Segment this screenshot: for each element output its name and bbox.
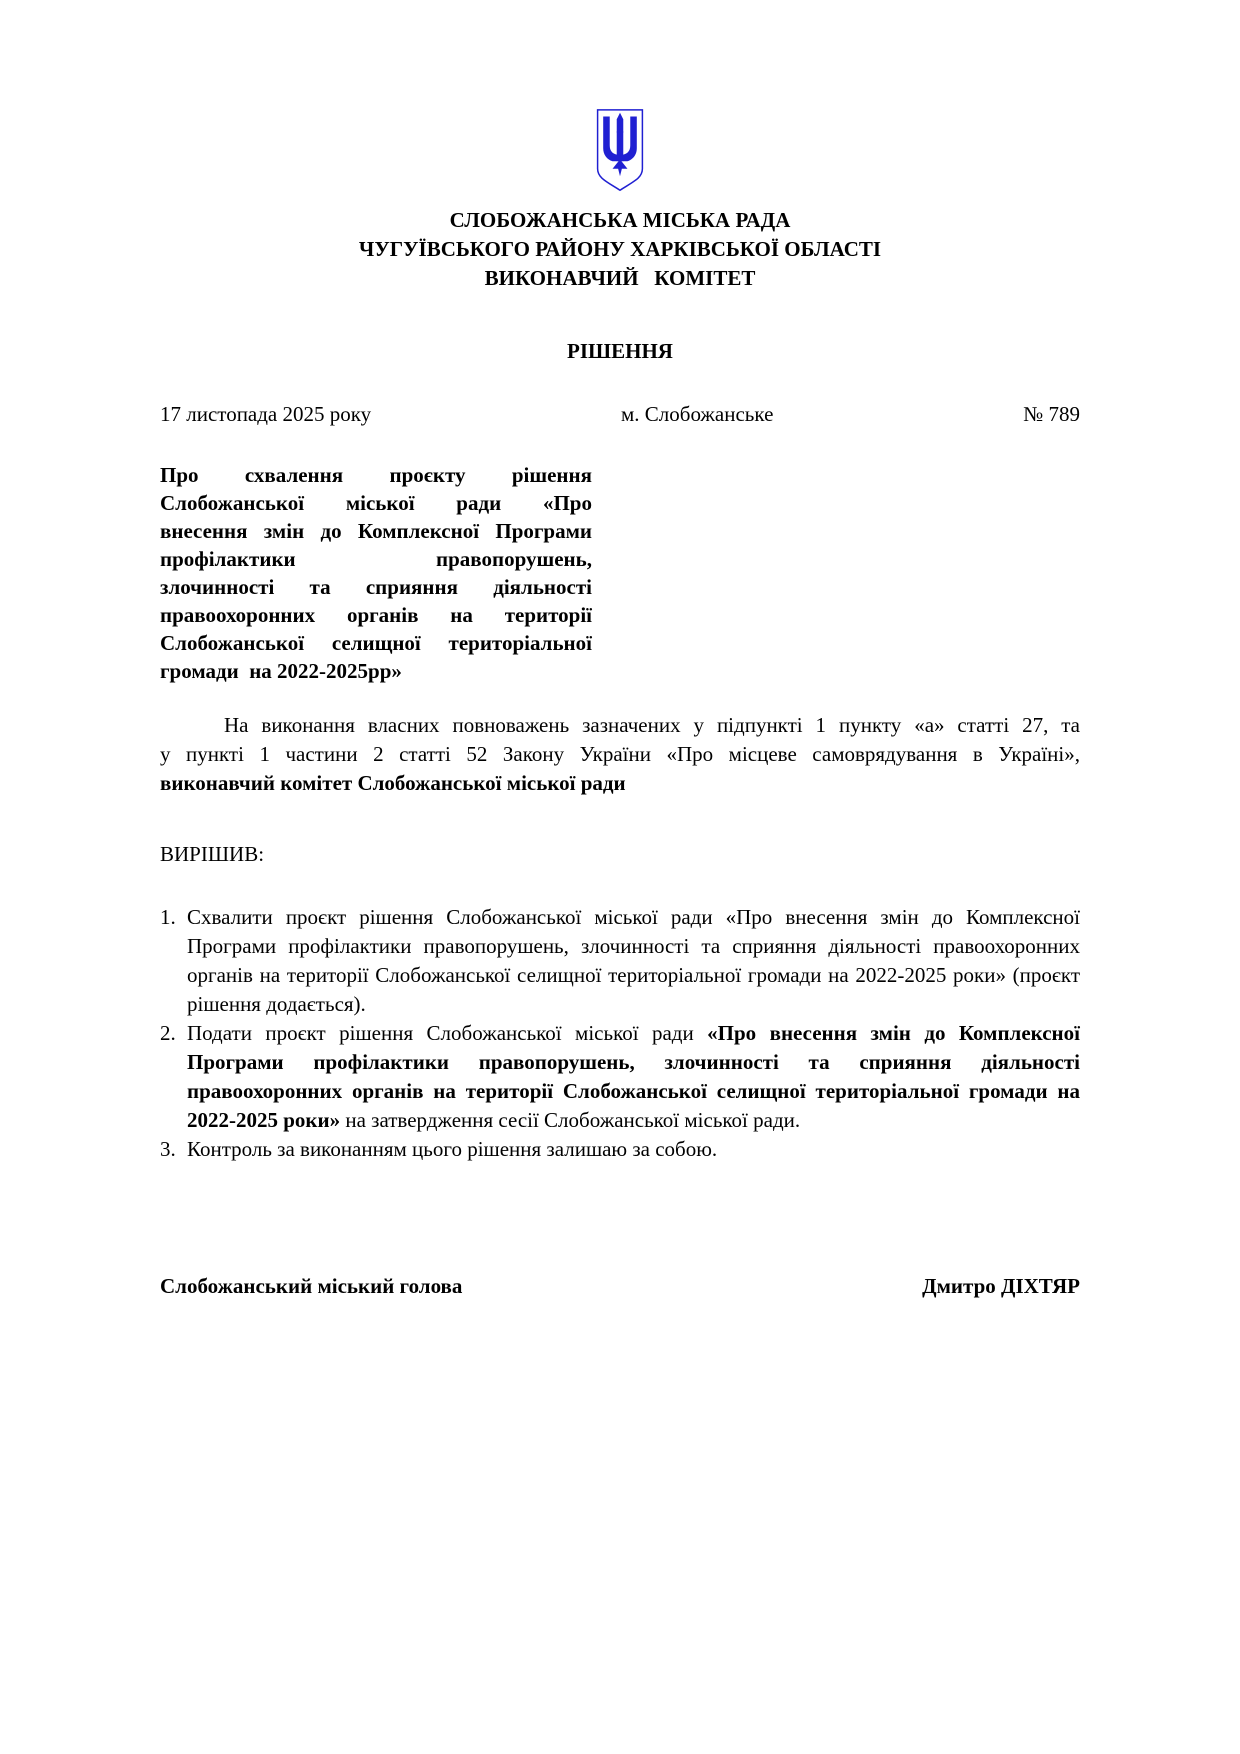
subject-line: внесення змін до Комплексної Програми xyxy=(160,519,592,543)
item-text xyxy=(187,903,1080,1019)
preamble-line-bold: виконавчий комітет Слобожанської міської ради xyxy=(160,771,626,795)
resolution-item-1 xyxy=(160,903,1080,1019)
item-text xyxy=(187,1019,1080,1135)
item-text-regular: на затвердження сесії Слобожанської міської ради. xyxy=(340,1108,801,1132)
preamble-paragraph xyxy=(160,711,1080,798)
emblem-container xyxy=(160,106,1080,196)
subject-line: громади на 2022-2025рр» xyxy=(160,659,402,683)
preamble-line: На виконання власних повноважень зазначених у підпункті 1 пункту «а» статті 27, та xyxy=(224,713,1080,737)
org-name-line1: СЛОБОЖАНСЬКА МІСЬКА РАДА xyxy=(449,208,791,232)
item-number: 1. xyxy=(160,905,176,929)
meta-row xyxy=(160,402,1080,427)
resolution-item-3 xyxy=(160,1135,1080,1164)
item-text-regular: Схвалити проєкт рішення Слобожанської міської ради «Про внесення змін до Комплексної Програми профілактики правопорушень, злочинності та сприяння діяльності правоохоронних органів на території Слобожанської селищної територіальної громади на 2022-2025 роки» (проєкт рішення додається). xyxy=(187,905,1080,1016)
item-number: 3. xyxy=(160,1137,176,1161)
org-name-line2: ЧУГУЇВСЬКОГО РАЙОНУ ХАРКІВСЬКОЇ ОБЛАСТІ xyxy=(358,237,882,261)
item-text-bold: «Про внесення змін до Комплексної Програми профілактики правопорушень, злочинності та сприяння діяльності правоохоронних органів на території Слобожанської селищної територіальної громади на 2022-2025 роки» xyxy=(187,1021,1080,1132)
document-date: 17 листопада 2025 року xyxy=(160,402,372,426)
signature-row xyxy=(160,1274,1080,1299)
item-text-regular: Контроль за виконанням цього рішення залишаю за собою. xyxy=(187,1137,718,1161)
ukraine-trident-emblem-icon xyxy=(592,106,648,196)
subject-line: Слобожанської міської ради «Про xyxy=(160,491,592,515)
item-text-regular: Подати проєкт рішення Слобожанської міської ради xyxy=(187,1021,708,1045)
resolution-item-2 xyxy=(160,1019,1080,1135)
org-name-line3: ВИКОНАВЧИЙ КОМІТЕТ xyxy=(484,266,756,290)
signatory-name: Дмитро ДІХТЯР xyxy=(922,1274,1080,1298)
resolved-label: ВИРІШИВ: xyxy=(160,842,265,866)
subject-line: профілактики правопорушень, xyxy=(160,547,592,571)
signatory-title: Слобожанський міський голова xyxy=(160,1274,463,1298)
subject-line: злочинності та сприяння діяльності xyxy=(160,575,592,599)
document-type-title: РІШЕННЯ xyxy=(567,339,673,363)
subject-line: правоохоронних органів на території xyxy=(160,603,592,627)
subject-line: Про схвалення проєкту рішення xyxy=(160,463,592,487)
preamble-line: у пункті 1 частини 2 статті 52 Закону України «Про місцеве самоврядування в Україні», xyxy=(160,742,1080,766)
item-number: 2. xyxy=(160,1021,176,1045)
document-place: м. Слобожанське xyxy=(620,402,774,426)
subject-block xyxy=(160,461,592,685)
document-header xyxy=(160,106,1080,293)
resolution-items xyxy=(160,903,1080,1164)
item-text xyxy=(187,1135,1080,1164)
subject-line: Слобожанської селищної територіальної xyxy=(160,631,592,655)
document-number: № 789 xyxy=(1023,402,1080,426)
